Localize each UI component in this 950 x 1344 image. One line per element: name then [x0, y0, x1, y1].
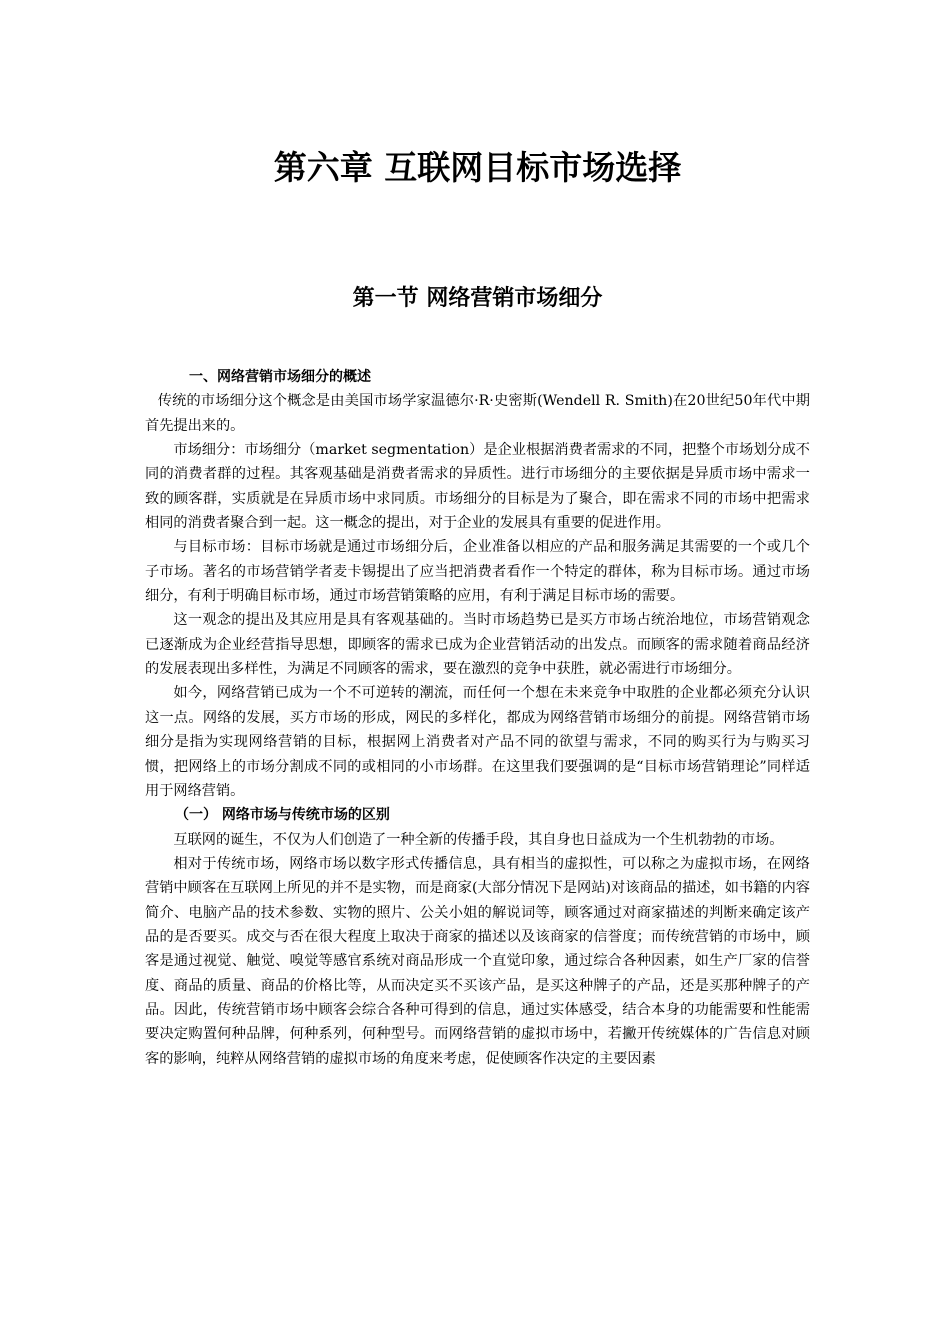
heading-difference: （一） 网络市场与传统市场的区别 — [175, 807, 390, 824]
paragraph: 如今，网络营销已成为一个不可逆转的潮流，而任何一个想在未来竞争中取胜的企业都必须充分认识这一点。网络的发展，买方市场的形成，网民的多样化，都成为网络营销市场细分的前提。网络营销市场细分是指为实现网络营销的目标，根据网上消费者对产品不同的欲望与需求，不同的购买行为与购买习惯，把网络上的市场分割成不同的或相同的小市场群。在这里我们要强调的是“目标市场营销理论”同样适用于网络营销。 — [145, 685, 810, 799]
paragraph: 相对于传统市场，网络市场以数字形式传播信息，具有相当的虚拟性，可以称之为虚拟市场，在网络营销中顾客在互联网上所见的并不是实物，而是商家(大部分情况下是网站)对该商品的描述，如书籍的内容简介、电脑产品的技术参数、实物的照片、公关小姐的解说词等，顾客通过对商家描述的判断来确定该产品的是否要买。成交与否在很大程度上取决于商家的描述以及该商家的信誉度；而传统营销的市场中，顾客是通过视觉、触觉、嗅觉等感官系统对商品形成一个直觉印象，通过综合各种因素，如生产厂家的信誉度、商品的质量、商品的价格比等，从而决定买不买该产品，是买这种牌子的产品，还是买那种牌子的产品。因此，传统营销市场中顾客会综合各种可得到的信息，通过实体感受，结合本身的功能需要和性能需要决定购置何种品牌，何种系列，何种型号。而网络营销的虚拟市场中，若撇开传统媒体的广告信息对顾客的影响，纯粹从网络营销的虚拟市场的角度来考虑，促使顾客作决定的主要因素 — [145, 855, 810, 1067]
paragraph: 传统的市场细分这个概念是由美国市场学家温德尔·R·史密斯(Wendell R. Smith)在20世纪50年代中期首先提出来的。 — [145, 393, 810, 434]
heading-overview: 一、网络营销市场细分的概述 — [189, 369, 371, 385]
paragraph: 互联网的诞生，不仅为人们创造了一种全新的传播手段，其自身也日益成为一个生机勃勃的市场。 — [173, 831, 784, 848]
paragraph: 这一观念的提出及其应用是具有客观基础的。当时市场趋势已是买方市场占统治地位，市场营销观念已逐渐成为企业经营指导思想，即顾客的需求已成为企业营销活动的出发点。而顾客的需求随着商品经济的发展表现出多样性，为满足不同顾客的需求，要在激烈的竞争中获胜，就必需进行市场细分。 — [145, 612, 810, 678]
section-title: 第一节 网络营销市场细分 — [352, 286, 603, 311]
body-text — [145, 365, 810, 1071]
paragraph: 与目标市场：目标市场就是通过市场细分后，企业准备以相应的产品和服务满足其需要的一个或几个子市场。著名的市场营销学者麦卡锡提出了应当把消费者看作一个特定的群体，称为目标市场。通过市场细分，有利于明确目标市场，通过市场营销策略的应用，有利于满足目标市场的需要。 — [145, 539, 810, 605]
paragraph: 市场细分：市场细分（market segmentation）是企业根据消费者需求的不同，把整个市场划分成不同的消费者群的过程。其客观基础是消费者需求的异质性。进行市场细分的主要依据是异质市场中需求一致的顾客群，实质就是在异质市场中求同质。市场细分的目标是为了聚合，即在需求不同的市场中把需求相同的消费者聚合到一起。这一概念的提出，对于企业的发展具有重要的促进作用。 — [145, 442, 810, 532]
chapter-title: 第六章 互联网目标市场选择 — [273, 148, 682, 187]
